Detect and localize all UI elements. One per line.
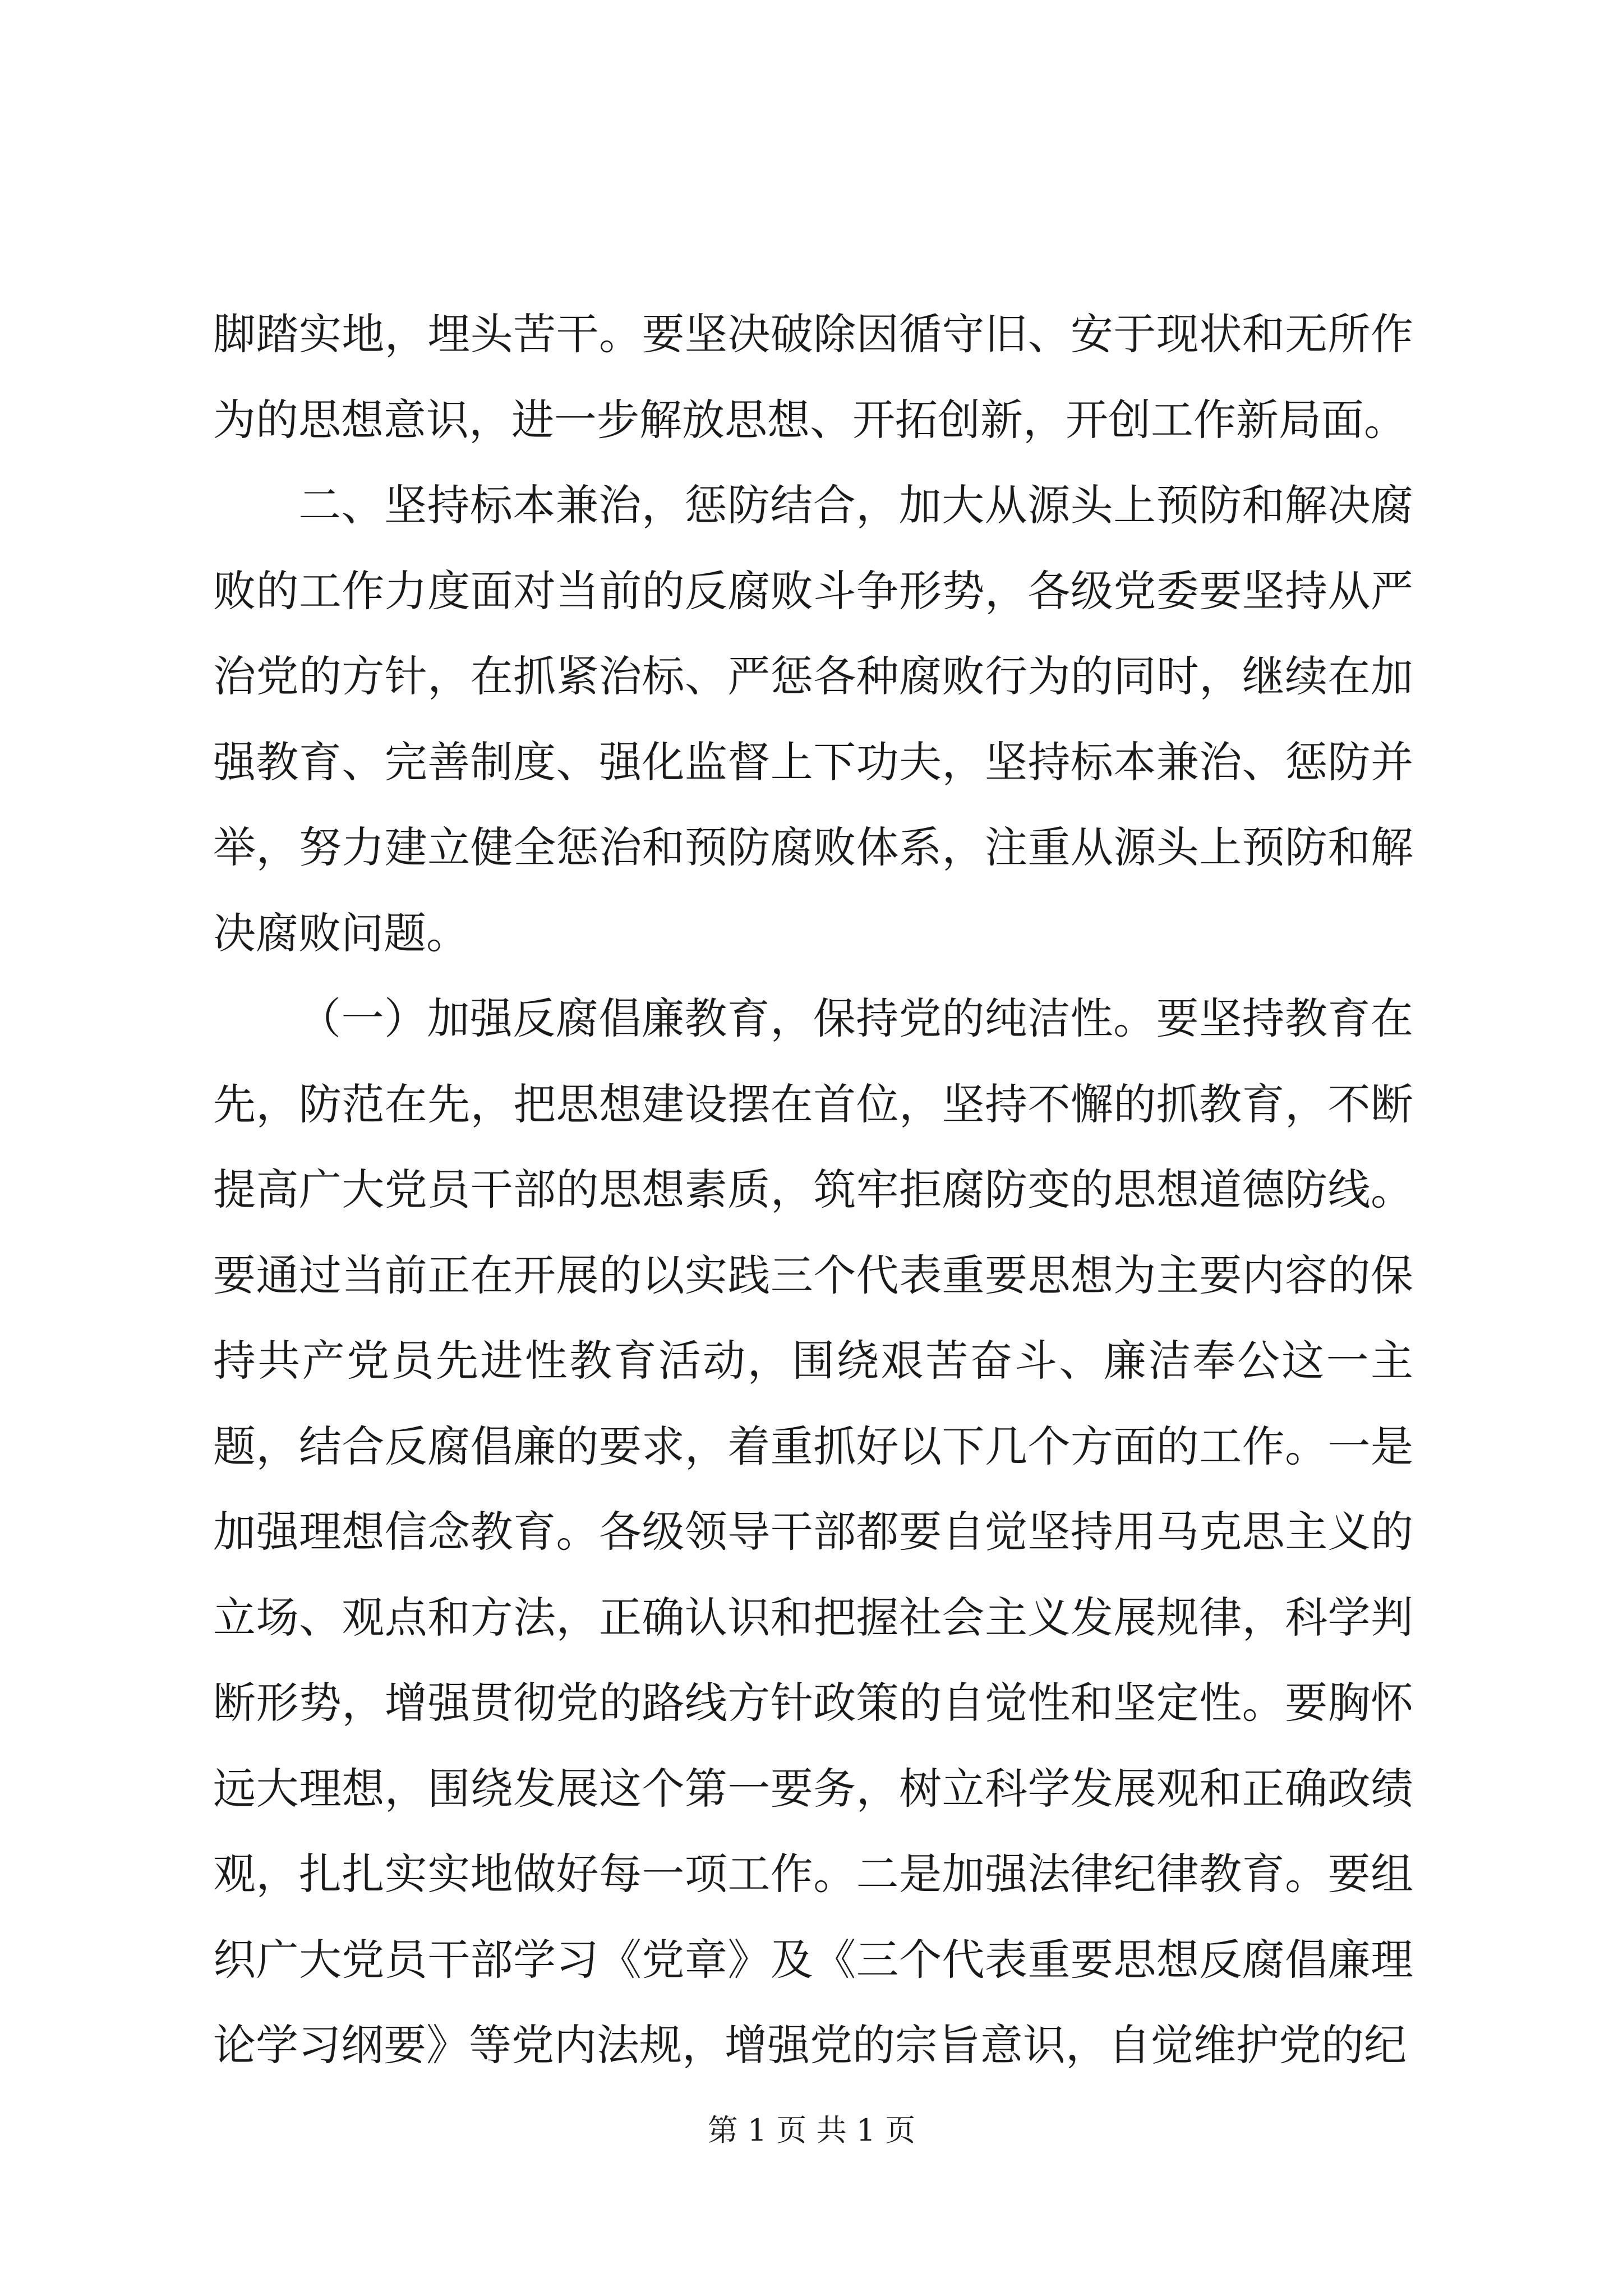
paragraph-3: （一）加强反腐倡廉教育，保持党的纯洁性。要坚持教育在先，防范在先，把思想建设摆在首位，坚持不懈的抓教育，不断提高广大党员干部的思想素质，筑牢拒腐防变的思想道德防线。要通过当前正在开展的以实践三个代表重要思想为主要内容的保持共产党员先进性教育活动，围绕艰苦奋斗、廉洁奉公这一主题，结合反腐倡廉的要求，着重抓好以下几个方面的工作。一是加强理想信念教育。各级领导干部都要自觉坚持用马克思主义的立场、观点和方法，正确认识和把握社会主义发展规律，科学判断形势，增强贯彻党的路线方针政策的自觉性和坚定性。要胸怀远大理想，围绕发展这个第一要务，树立科学发展观和正确政绩观，扎扎实实地做好每一项工作。二是加强法律纪律教育。要组织广大党员干部学习《党章》及《三个代表重要思想反腐倡廉理论学习纲要》等党内法规，增强党的宗旨意识，自觉维护党的纪 [213, 993, 1413, 2070]
paragraph-1: 脚踏实地，埋头苦干。要坚决破除因循守旧、安于现状和无所作为的思想意识，进一步解放思想、开拓创新，开创工作新局面。 [213, 309, 1413, 445]
page-footer: 第 1 页 共 1 页 [707, 2113, 916, 2148]
document-body [213, 292, 1413, 2088]
paragraph-2: 二、坚持标本兼治，惩防结合，加大从源头上预防和解决腐败的工作力度面对当前的反腐败斗争形势，各级党委要坚持从严治党的方针，在抓紧治标、严惩各种腐败行为的同时，继续在加强教育、完善制度、强化监督上下功夫，坚持标本兼治、惩防并举，努力建立健全惩治和预防腐败体系，注重从源头上预防和解决腐败问题。 [213, 480, 1413, 958]
